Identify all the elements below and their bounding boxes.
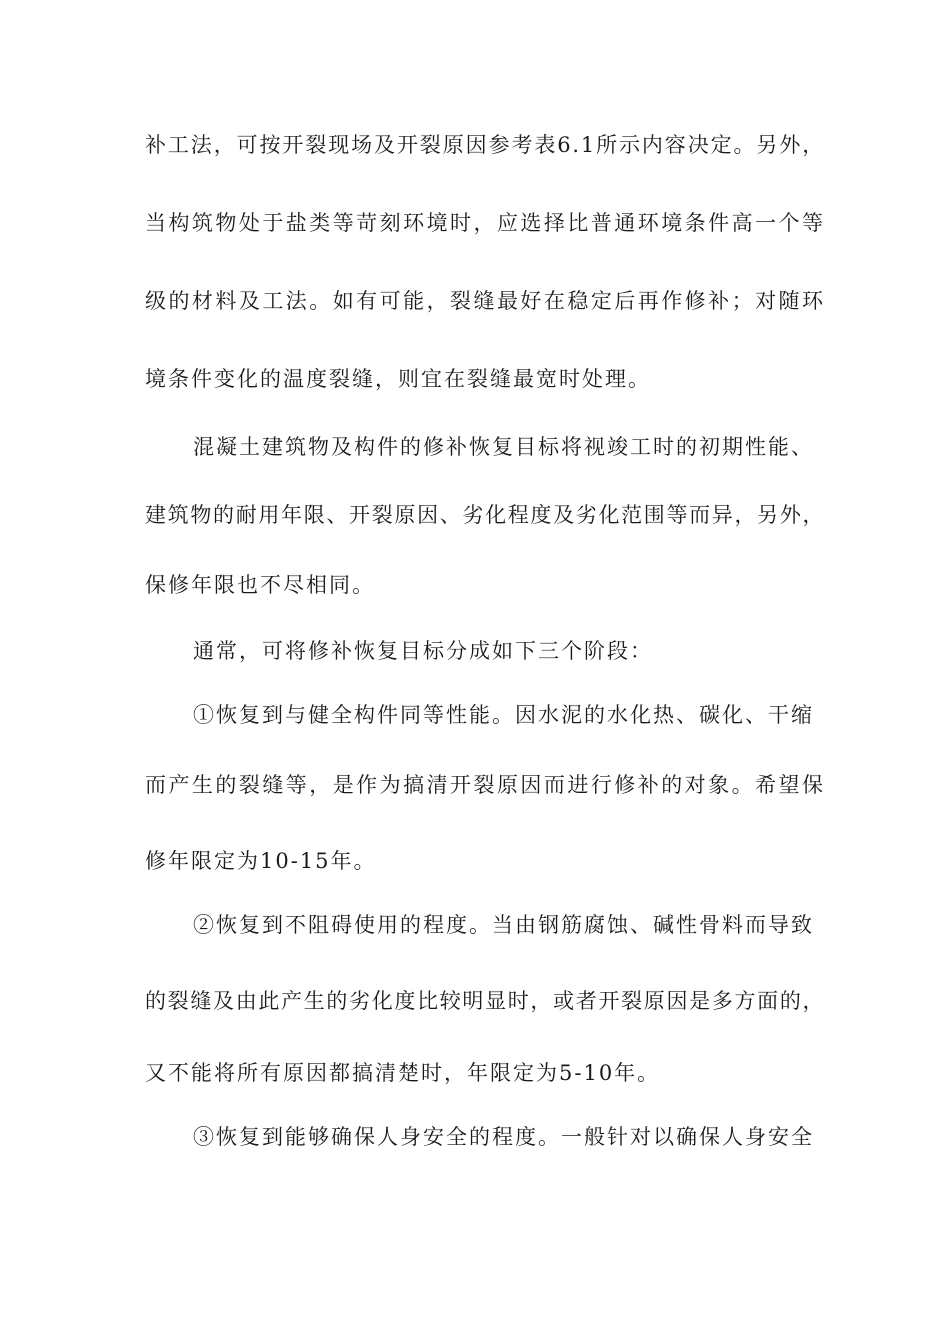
text-line: 级的材料及工法。如有可能，裂缝最好在稳定后再作修补；对随环 [145,289,825,313]
text-line: 修年限定为10-15年。 [145,849,377,873]
text-line: 补工法，可按开裂现场及开裂原因参考表6.1所示内容决定。另外， [145,133,825,157]
text-line: 保修年限也不尽相同。 [145,573,375,597]
list-item-3-line: ③恢复到能够确保人身安全的程度。一般针对以确保人身安全 [193,1125,814,1149]
paragraph-start-line: 混凝土建筑物及构件的修补恢复目标将视竣工时的初期性能、 [193,435,814,459]
text-line: 境条件变化的温度裂缝，则宜在裂缝最宽时处理。 [145,367,651,391]
text-line: 又不能将所有原因都搞清楚时，年限定为5-10年。 [145,1061,661,1085]
paragraph-start-line: 通常，可将修补恢复目标分成如下三个阶段： [193,639,653,663]
text-line: 而产生的裂缝等，是作为搞清开裂原因而进行修补的对象。希望保 [145,773,825,797]
text-line: 建筑物的耐用年限、开裂原因、劣化程度及劣化范围等而异，另外， [145,503,825,527]
list-item-1-line: ①恢复到与健全构件同等性能。因水泥的水化热、碳化、干缩 [193,703,814,727]
list-item-2-line: ②恢复到不阻碍使用的程度。当由钢筋腐蚀、碱性骨料而导致 [193,913,814,937]
text-line: 的裂缝及由此产生的劣化度比较明显时，或者开裂原因是多方面的， [145,989,825,1013]
text-line: 当构筑物处于盐类等苛刻环境时，应选择比普通环境条件高一个等 [145,211,825,235]
